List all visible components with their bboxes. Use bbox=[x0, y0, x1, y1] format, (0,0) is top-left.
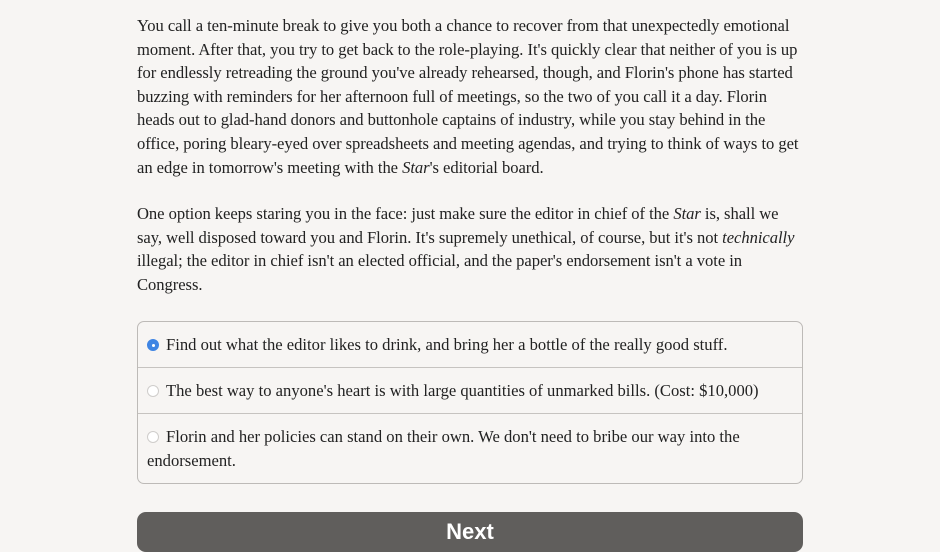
paragraph-text: 's editorial board. bbox=[429, 157, 544, 177]
paragraph-text: is, shall we say, well disposed toward you and Florin. It's supremely unethical, of course, but it's not bbox=[137, 204, 779, 247]
story-text bbox=[137, 14, 805, 320]
choice-option-3[interactable] bbox=[138, 413, 802, 483]
choice-label: Florin and her policies can stand on their own. We don't need to bribe our way into the endorsement. bbox=[147, 427, 740, 470]
paragraph-text: You call a ten-minute break to give you both a chance to recover from that unexpectedly emotional moment. After that, you try to get back to the role-playing. It's quickly clear that neither of you is up for endlessly retreading the ground you've already rehearsed, though, and Florin's phone has started buzzing with reminders for her afternoon full of meetings, so the two of you call it a day. Florin heads out to glad-hand donors and buttonhole captains of industry, while you stay behind in the office, poring bleary-eyed over spreadsheets and meeting agendas, and trying to think of ways to get an edge in tomorrow's meeting with the bbox=[137, 16, 799, 177]
paragraph-text: illegal; the editor in chief isn't an elected official, and the paper's endorsement isn't a vote in Congress. bbox=[137, 251, 743, 294]
next-button[interactable]: Next bbox=[137, 512, 803, 552]
italic-text: Star bbox=[673, 204, 701, 224]
choice-list bbox=[137, 321, 803, 484]
story-paragraph-1 bbox=[137, 14, 805, 179]
choice-label: Find out what the editor likes to drink, and bring her a bottle of the really good stuff. bbox=[166, 335, 728, 354]
story-paragraph-2 bbox=[137, 202, 805, 296]
italic-text: technically bbox=[722, 227, 795, 247]
italic-text: Star bbox=[402, 157, 430, 177]
choice-option-2[interactable] bbox=[138, 367, 802, 413]
radio-unselected-icon[interactable] bbox=[147, 431, 159, 443]
paragraph-text: One option keeps staring you in the face: just make sure the editor in chief of the bbox=[137, 204, 674, 224]
radio-selected-icon[interactable] bbox=[147, 339, 159, 351]
radio-unselected-icon[interactable] bbox=[147, 385, 159, 397]
choice-label: The best way to anyone's heart is with large quantities of unmarked bills. (Cost: $10,000) bbox=[166, 381, 759, 400]
choice-option-1[interactable] bbox=[138, 322, 802, 367]
